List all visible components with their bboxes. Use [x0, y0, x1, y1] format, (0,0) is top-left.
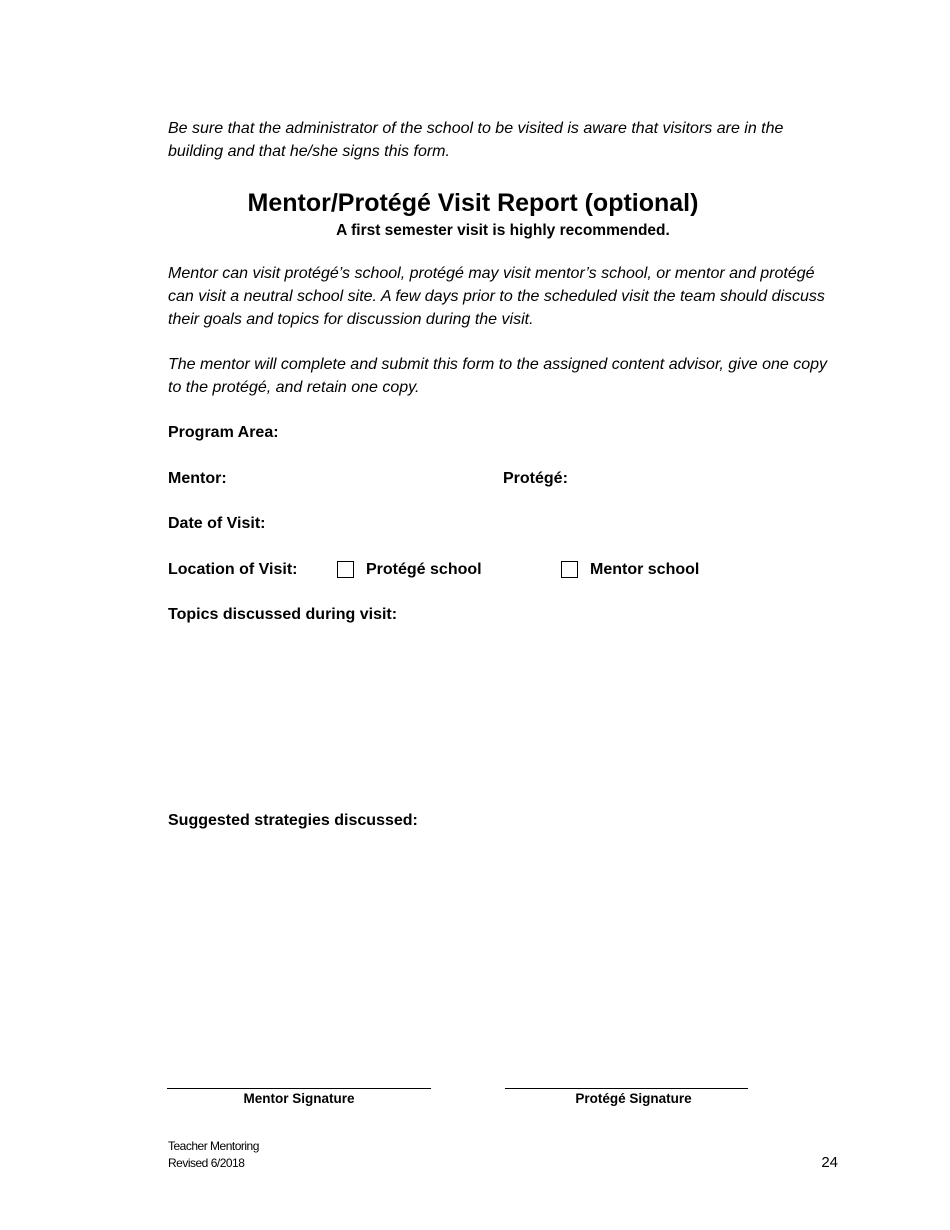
- submission-paragraph: The mentor will complete and submit this form to the assigned content advisor, give one copy to the protégé, and retain one copy.: [168, 356, 828, 396]
- protege-school-checkbox[interactable]: [337, 561, 354, 578]
- page-subtitle: A first semester visit is highly recommended.: [336, 222, 670, 239]
- protege-signature-label: Protégé Signature: [575, 1091, 692, 1106]
- mentor-school-label: Mentor school: [590, 561, 700, 578]
- footer-revision: Revised 6/2018: [168, 1156, 245, 1170]
- location-of-visit-label: Location of Visit:: [168, 561, 298, 578]
- protege-school-label: Protégé school: [366, 561, 482, 578]
- footer-title: Teacher Mentoring: [168, 1139, 259, 1153]
- protege-signature-line[interactable]: [505, 1088, 748, 1089]
- mentor-label: Mentor:: [168, 470, 227, 487]
- strategies-label: Suggested strategies discussed:: [168, 812, 418, 829]
- intro-note: Be sure that the administrator of the school to be visited is aware that visitors are in the building and that he/she signs this form.: [168, 120, 784, 160]
- instructions-paragraph: Mentor can visit protégé’s school, protégé may visit mentor’s school, or mentor and protégé can visit a neutral school site. A few days prior to the scheduled visit the team should discuss their goals and topics for discussion during the visit.: [168, 265, 825, 328]
- page-title: Mentor/Protégé Visit Report (optional): [247, 189, 699, 217]
- mentor-signature-label: Mentor Signature: [243, 1091, 355, 1106]
- date-of-visit-label: Date of Visit:: [168, 515, 266, 532]
- page-number: 24: [821, 1154, 838, 1171]
- protege-label: Protégé:: [503, 470, 568, 487]
- topics-label: Topics discussed during visit:: [168, 606, 398, 623]
- mentor-signature-line[interactable]: [167, 1088, 431, 1089]
- mentor-school-checkbox[interactable]: [561, 561, 578, 578]
- program-area-label: Program Area:: [168, 424, 279, 441]
